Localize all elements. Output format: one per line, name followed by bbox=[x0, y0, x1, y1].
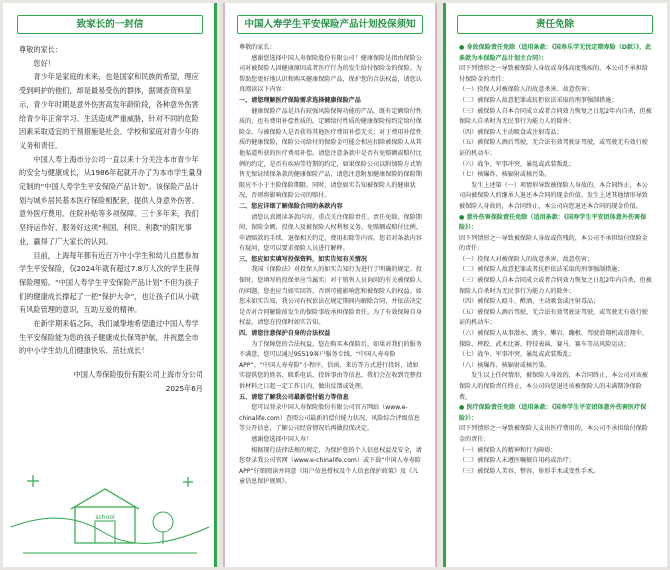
notice-section-text: 我国《保险法》对投保人的如实告知行为进行了明确的规定。投保时，您填写的投保单应当属实；对于销售人员询问的有关被保险人的问题，您也应当如实回答，否则可能影响您和被保险人的权益。如您未如实告知，我公司有权依法在规定期间内解除合同，并依法决定是否对合同解除前发生的保险事故承担保险责任。为了有效保障自身权益，请您在投保时如实告知。 bbox=[239, 266, 422, 327]
letter-greeting: 尊敬的家长： bbox=[19, 45, 63, 54]
letter-paragraph: 青少年是家庭的未来，也是国家和民族的希望，理应受到呵护的他们，却是最易受伤的群体，据调查资料显示，青少年时期是意外伤害高发年龄阶段，各种意外伤害给青少年正常学习、生活造成严重威胁，针对不同的危险因素采取适宜的干预措施是社会、学校和家庭对青少年的义务和责任。 bbox=[19, 72, 199, 150]
exemption-item: 因下列情形之一导致被保险人身故或伤残的，本公司不承担给付保险金的责任： bbox=[459, 234, 648, 253]
notice-intro: 感谢您选择中国人寿保险股份有限公司！健康保险是指由保险公司对被保险人因健康原因或者医疗行为的发生给付保险金的保险。为帮助您更好地认识和购买健康保险产品，保护您的合法权益，请您认真阅读以下内容： bbox=[239, 54, 422, 94]
letter-date: 2025年6月 bbox=[165, 383, 203, 393]
exemption-item: （一）投保人对被保险人的故意杀害、故意伤害； bbox=[459, 86, 594, 94]
exemption-item: （一）被保险人的精神和行为障碍； bbox=[459, 446, 557, 454]
letter-paragraph: 目前，上海每年都有近百万中小学生和幼儿自愿参加学生平安保险，仅2024年就有超过7.8万人次的学生获得保险理赔。“中国人寿学生平安保险产品计划”不但为孩子们的健康成长撑起了一把“保护大伞”，也让孩子们从小就有风险管理的意识，互助互爱的精神。 bbox=[19, 250, 200, 315]
exemption-item: （三）被保险人自本合同成立或者合同效力恢复之日起2年内自杀，但被保险人自杀时为无民事行为能力人的除外； bbox=[459, 277, 652, 295]
letter-title: 致家长的一封信 bbox=[17, 15, 203, 34]
letter-paragraph: 中国人寿上海市分公司一直以来十分关注本市青少年的安全与健康成长，从1986年起就开办了为本市学生量身定制的“中国人寿学生平安保险产品计划”。该保险产品计划与城乡居民基本医疗保险相配套，提供人身意外伤害、意外医疗费用、住院补贴等多项保障。三十多年来，我们坚持运作好、服务好这项“利国、利民、利教”的阳光事业，赢得了广大家长的认同。 bbox=[19, 154, 203, 246]
exemption-item: （二）被保险人未遵医嘱擅自用药或治疗； bbox=[459, 457, 575, 465]
exemption-item: （二）被保险人故意犯罪或者抗拒依法采取的刑事强制措施； bbox=[459, 266, 624, 274]
notice-panel bbox=[223, 3, 437, 567]
notice-privacy: 根据现行法律法规的规定，为保护您的个人信息权益及安全，请您登录我公司官网（www.e-chinalife.com）或下载“中国人寿寿险APP”仔细阅读并同意《用户信息授权及个人信息保护政策》及《儿童信息保护规则》。 bbox=[239, 446, 422, 486]
letter-body bbox=[19, 43, 203, 396]
notice-greeting: 尊敬的家长： bbox=[239, 44, 276, 51]
exemption-item: 发生上述第（一）项情形导致被保险人身故的，本合同终止，本公司向被保险人的继承人退还本合同的现金价值。发生上述其他情形导致被保险人身故的，本合同终止，本公司向您退还本合同的现金价值。 bbox=[459, 181, 648, 210]
exemption-item: （五）被保险人酒后驾驶，无合法有效驾驶证驾驶，或驾驶无有效行驶证的机动车； bbox=[459, 308, 648, 327]
exemption-item: （二）被保险人故意犯罪或抗拒依法采取的刑事强制措施； bbox=[459, 96, 618, 104]
exemption-item: （八）核爆炸、核辐射或核污染。 bbox=[459, 361, 551, 369]
exemption-section-heading: ● 身故保险责任免除（适用条款：《国寿乐学无忧定期寿险（D款）》，此条款为本保险产品计划主合同）： bbox=[459, 44, 652, 62]
panel-edge bbox=[443, 3, 446, 567]
school-illustration bbox=[3, 467, 217, 567]
notice-section-text: 健康保险产品是具有较强风险保障功能的产品，既有定额给付性质的，也有费用补偿性质的。定额给付性质的健康保险按约定给付保险金，与被保险人是否获得其他医疗费用补偿无关；对于费用补偿性质的健康保险，保险公司给付的保险金可能会相应扣除被保险人从其他渠道所获的医疗费用补偿。请您注意条款中是否有免赔额或赔付比例的约定，是否有疾病等待期的约定，如果保险公司以附加险方式销售无保证续保条款的健康保险产品，请您注意附加健康保险的保险期限应不小于主险保险期限。同时，请您如实告知被保险人的健康状况，否则将影响保险公司的赔付。 bbox=[239, 107, 422, 200]
letter-signature: 中国人寿保险股份有限公司上海市分公司 bbox=[73, 370, 203, 380]
letter-hello: 您好！ bbox=[33, 58, 55, 68]
exemption-item: （三）被保险人美容、整容、矫形手术或变性手术。 bbox=[459, 467, 600, 475]
notice-section-text: 您可以登录中国人寿保险股份有限公司官方网站（www.e-chinalife.com）查阅公司最新的偿付能力状况、风险综合评级信息等公开信息，了解公司经营情况后再做投保决定。 bbox=[239, 404, 420, 433]
exemption-section-heading: ● 医疗保险责任免除（适用条款：《国寿学生平安团体意外伤害医疗保险》）： bbox=[459, 404, 647, 422]
notice-section-text: 请您认真阅读条款内容，重点关注保险责任、责任免除、保险期间、保险金额、投保人及被保险人权利和义务、免赔额或赔付比例、申请赔款的手续、退保相关约定、费用扣除等内容。您若对条款内容有疑问，您可以要求保险人员进行解释。 bbox=[239, 213, 422, 253]
exemption-item: 因下列情形之一导致被保险人支出医疗费用的，本公司不承担给付保险金的责任： bbox=[459, 425, 648, 443]
exemption-item: （七）核爆炸、核辐射或核污染。 bbox=[459, 171, 551, 179]
letter-panel bbox=[3, 3, 217, 567]
notice-section-heading: 二、您应详细了解保险合同的条款内容 bbox=[239, 202, 343, 210]
panel-separator bbox=[223, 3, 225, 567]
exemption-item: （一）投保人对被保险人的故意杀害、故意伤害； bbox=[459, 255, 594, 263]
notice-section-heading: 一、请您理解医疗保险需求选择健康保险产品 bbox=[239, 96, 361, 104]
notice-section-heading: 三、您应如实填写投保资料，如实告知有关情况 bbox=[239, 255, 367, 263]
exemption-item: （五）被保险人酒后驾驶，无合法有效驾驶证驾驶，或驾驶无有效行驶证的机动车； bbox=[459, 139, 648, 157]
panel-separator bbox=[435, 3, 437, 567]
exemption-item: 因下列情形之一导致被保险人身故或身体高度残疾的，本公司不承担给付保险金的责任： bbox=[459, 65, 648, 83]
notice-section-heading: 五、请您了解我公司最新偿付能力等信息 bbox=[239, 393, 349, 401]
notice-thanks: 感谢您选择中国人寿！ bbox=[251, 435, 313, 443]
letter-paragraph: 在新学期来临之际，我们诚挚地希望通过中国人寿学生平安保险能为您的孩子健康成长保驾护航，并祝愿全市的中小学生幼儿们健康快乐、茁壮成长！ bbox=[19, 319, 199, 356]
exemption-section-heading: ● 意外伤害保险责任免除（适用条款：《国寿学生平安团体意外伤害保险》）： bbox=[459, 213, 647, 232]
notice-title: 中国人寿学生平安保险产品计划投保须知 bbox=[237, 15, 423, 34]
exemption-item: （四）被保险人主动吸食或注射毒品； bbox=[459, 128, 563, 136]
exemption-title: 责任免除 bbox=[457, 15, 653, 34]
exemption-body bbox=[459, 43, 653, 477]
exemption-item: （七）战争、军事冲突、暴乱或武装叛乱； bbox=[459, 351, 575, 359]
exemption-item: （四）被保险人殴斗、醉酒，主动吸食或注射毒品； bbox=[459, 298, 600, 306]
exemption-item: （三）被保险人自本合同成立或者合同效力恢复之日起2年内自杀，但被保险人自杀时为无民事行为能力人的除外； bbox=[459, 107, 652, 126]
exemption-item: （六）被保险人从事潜水、跳伞、攀岩、蹦极、驾驶滑翔机或滑翔伞、探险、摔跤、武术比赛、特技表演、赛马、赛车等高风险运动； bbox=[459, 330, 648, 348]
exemption-panel bbox=[443, 3, 667, 567]
notice-section-heading: 四、请您注意保护自身的合法权益 bbox=[239, 330, 331, 338]
exemption-item: 发生以上任何情形，被保险人身故的，本合同终止，本公司对该被保险人的保险责任终止，本公司向您退还该被保险人的未满期净保险费。 bbox=[459, 372, 648, 401]
notice-body bbox=[239, 43, 423, 488]
notice-section-text: 为了保障您的合法权益，您在购买本保险后，如果对我们的服务不满意，您可以通过95519客户服务专线、“中国人寿寿险APP”、“中国人寿寿险”小程序、信函、来访等方式进行投诉，请如实提供您的姓名、联系电话、投诉事由等信息，我们会在收到完整投诉材料之日起一定工作日内，做出反馈或处理。 bbox=[239, 340, 422, 390]
school-sign-text: school bbox=[95, 514, 115, 521]
exemption-item: （六）战争、军事冲突、暴乱或武装叛乱； bbox=[459, 160, 575, 168]
